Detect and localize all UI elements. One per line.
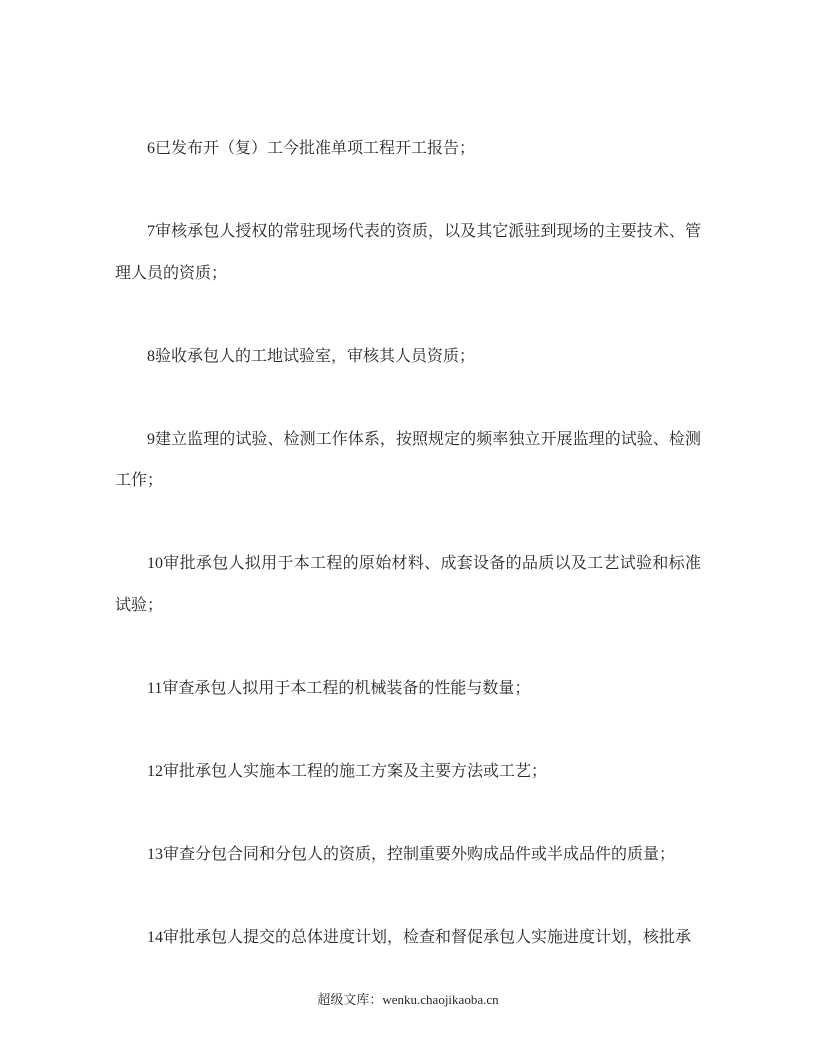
paragraph-item-7: 7审核承包人授权的常驻现场代表的资质，以及其它派驻到现场的主要技术、管理人员的资质； <box>115 223 701 282</box>
document-body <box>115 128 701 958</box>
paragraph-item-9: 9建立监理的试验、检测工作体系，按照规定的频率独立开展监理的试验、检测工作； <box>115 430 701 489</box>
paragraph-item-12: 12审批承包人实施本工程的施工方案及主要方法或工艺； <box>147 762 548 780</box>
paragraph-item-14: 14审批承包人提交的总体进度计划，检查和督促承包人实施进度计划，核批承 <box>147 928 692 946</box>
footer-watermark: 超级文库：wenku.chaojikaoba.cn <box>317 992 499 1007</box>
paragraph-item-13: 13审查分包合同和分包人的资质，控制重要外购成品件或半成品件的质量； <box>147 845 676 863</box>
paragraph-item-6: 6已发布开（复）工今批准单项工程开工报告； <box>147 140 476 157</box>
paragraph-item-8: 8验收承包人的工地试验室，审核其人员资质； <box>147 347 476 365</box>
paragraph-item-10: 10审批承包人拟用于本工程的原始材料、成套设备的品质以及工艺试验和标准试验； <box>115 555 701 614</box>
paragraph-item-11: 11审查承包人拟用于本工程的机械装备的性能与数量； <box>147 679 531 697</box>
